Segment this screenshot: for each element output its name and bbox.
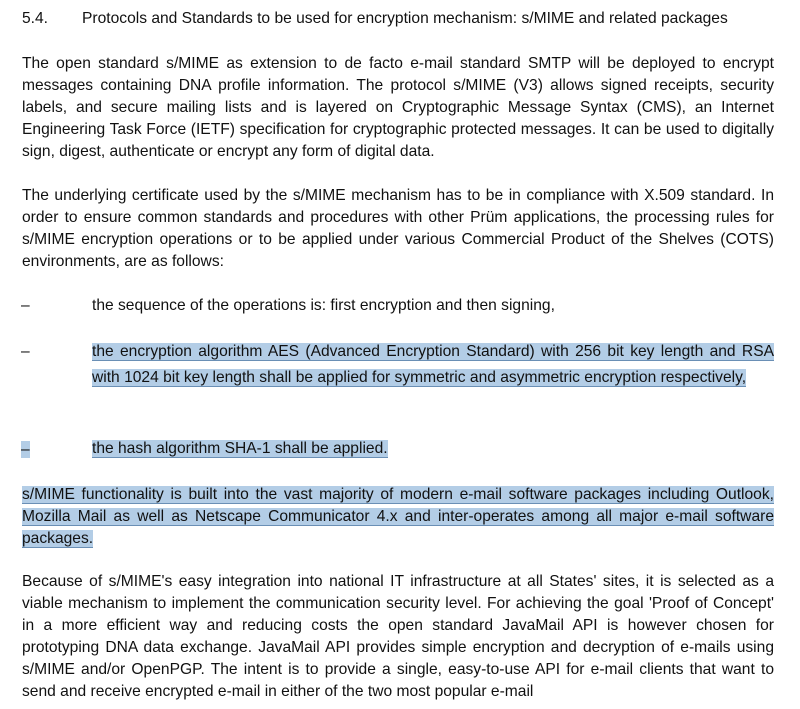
- paragraph-smime-functionality: [22, 484, 774, 550]
- highlighted-text[interactable]: the hash algorithm SHA-1 shall be applied.: [92, 440, 388, 457]
- paragraph-integration: Because of s/MIME's easy integration into national IT infrastructure at all States' sites, it is selected as a viable mechanism to implement the communication security level. For achieving the goal 'Proof of Concept' in a more efficient way and reducing costs the open standard JavaMail API is however chosen for prototyping DNA data exchange. JavaMail API provides simple encryption and decryption of e-mails using s/MIME and/or OpenPGP. The intent is to provide a single, easy-to-use API for e-mail clients that want to send and receive encrypted e-mail in either of the two most popular e-mail: [22, 573, 774, 700]
- highlighted-text[interactable]: s/MIME functionality is built into the vast majority of modern e-mail software packages including Outlook, Mozilla Mail as well as Netscape Communicator 4.x and inter-operates among all major e-mail software packages.: [22, 486, 774, 547]
- bullet-dash-1: –: [21, 297, 30, 314]
- bullet-encryption-algorithm: [92, 339, 774, 391]
- section-number: 5.4.: [22, 10, 49, 27]
- bullet-operation-sequence: the sequence of the operations is: first encryption and then signing,: [92, 297, 555, 314]
- section-title: Protocols and Standards to be used for encryption mechanism: s/MIME and related packages: [82, 10, 728, 27]
- paragraph-smime-intro: The open standard s/MIME as extension to de facto e-mail standard SMTP will be deployed to encrypt messages containing DNA profile information. The protocol s/MIME (V3) allows signed receipts, security labels, and secure mailing lists and is layered on Cryptographic Message Syntax (CMS), an Internet Engineering Task Force (IETF) specification for cryptographic protected messages. It can be used to digitally sign, digest, authenticate or encrypt any form of digital data.: [22, 55, 774, 160]
- paragraph-certificate-rules: The underlying certificate used by the s/MIME mechanism has to be in compliance with X.509 standard. In order to ensure common standards and procedures with other Prüm applications, the processing rules for s/MIME encryption operations or to be applied under various Commercial Product of the Shelves (COTS) environments, are as follows:: [22, 187, 774, 270]
- highlighted-text[interactable]: the encryption algorithm AES (Advanced Encryption Standard) with 256 bit key length and RSA with 1024 bit key length shall be applied for symmetric and asymmetric encryption respectively,: [92, 343, 774, 386]
- bullet-dash-3: –: [21, 441, 30, 458]
- bullet-dash-2: –: [21, 343, 30, 360]
- section-heading: [22, 9, 782, 29]
- bullet-hash-algorithm: [92, 436, 774, 462]
